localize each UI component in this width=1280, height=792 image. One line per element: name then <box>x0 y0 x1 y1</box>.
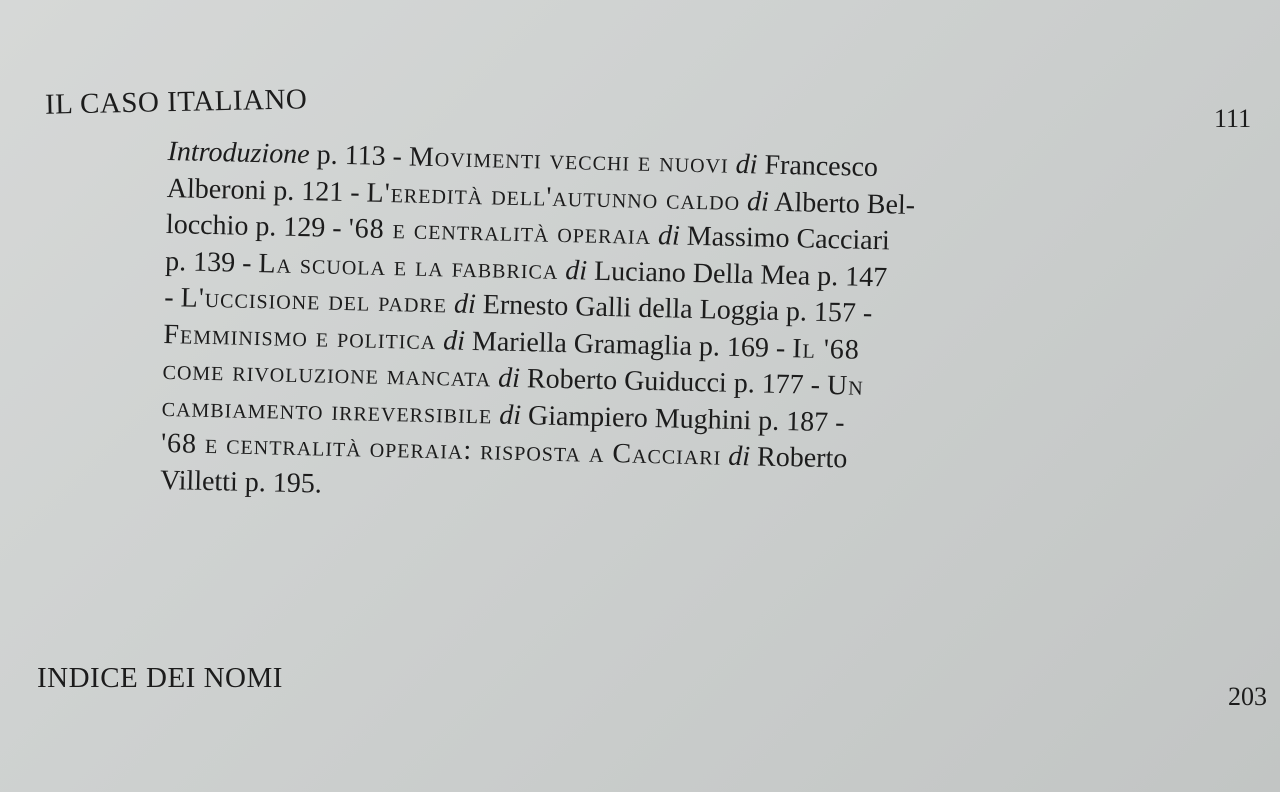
toc-line: cambiamento irreversibile di Giampiero Mughini p. 187 - <box>161 391 845 438</box>
toc-line: '68 e centralità operaia: risposta a Cacciari di Roberto <box>160 427 848 475</box>
toc-line: Femminismo e politica di Mariella Gramaglia p. 169 - Il '68 <box>163 318 861 366</box>
toc-line: come rivoluzione mancata di Roberto Guiducci p. 177 - Un <box>162 354 865 402</box>
toc-entries <box>158 136 1158 588</box>
section-title-caso-italiano: IL CASO ITALIANO <box>44 83 308 121</box>
page-number-111: 111 <box>1214 104 1252 133</box>
toc-line: - L'uccisione del padre di Ernesto Galli della Loggia p. 157 - <box>163 281 873 330</box>
page-number-203: 203 <box>1228 682 1267 711</box>
toc-line: p. 139 - La scuola e la fabbrica di Luciano Della Mea p. 147 <box>164 245 888 293</box>
toc-line: locchio p. 129 - '68 e centralità operaia di Massimo Cacciari <box>165 208 891 257</box>
toc-line: Alberoni p. 121 - L'eredità dell'autunno caldo di Alberto Bel- <box>166 172 916 221</box>
toc-line: Introduzione p. 113 - Movimenti vecchi e nuovi di Francesco <box>167 136 879 184</box>
toc-line: Villetti p. 195. <box>159 464 323 500</box>
section-title-indice-dei-nomi: INDICE DEI NOMI <box>37 662 283 694</box>
